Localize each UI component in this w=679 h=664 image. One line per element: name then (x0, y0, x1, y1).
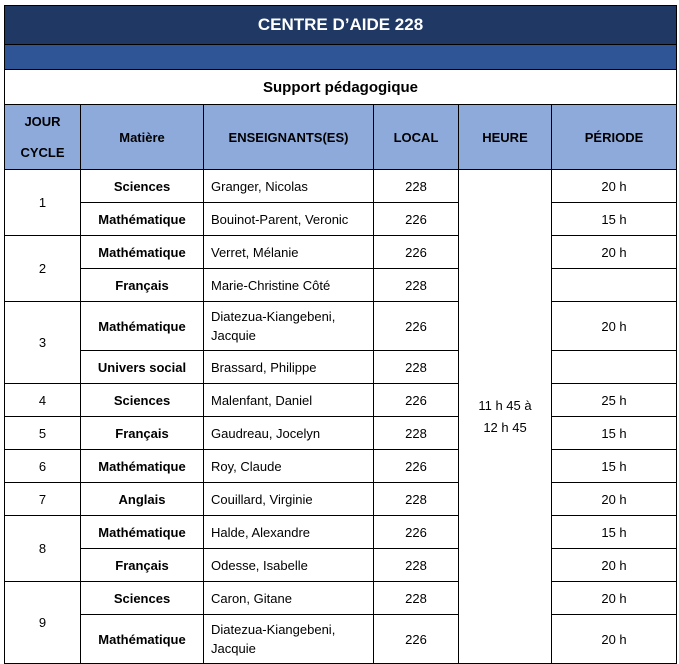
table-row (5, 236, 677, 269)
header-matiere: Matière (81, 105, 204, 170)
periode-cell: 15 h (552, 516, 677, 549)
enseignant-cell: Diatezua-Kiangebeni, Jacquie (204, 302, 374, 351)
table-row (5, 549, 677, 582)
periode-cell: 25 h (552, 384, 677, 417)
matiere-cell: Sciences (81, 582, 204, 615)
matiere-cell: Français (81, 269, 204, 302)
table-row (5, 483, 677, 516)
table-row (5, 203, 677, 236)
header-cycle: CYCLE (20, 145, 65, 160)
table-row (5, 417, 677, 450)
enseignant-cell: Malenfant, Daniel (204, 384, 374, 417)
heure-value: 11 h 45 à 12 h 45 (478, 397, 532, 435)
local-cell: 228 (374, 417, 459, 450)
enseignant-cell: Caron, Gitane (204, 582, 374, 615)
header-heure: HEURE (459, 105, 552, 170)
matiere-cell: Mathématique (81, 236, 204, 269)
table-row (5, 384, 677, 417)
local-cell: 228 (374, 549, 459, 582)
matiere-cell: Anglais (81, 483, 204, 516)
matiere-cell: Mathématique (81, 302, 204, 351)
enseignant-cell: Halde, Alexandre (204, 516, 374, 549)
matiere-cell: Mathématique (81, 450, 204, 483)
local-cell: 228 (374, 269, 459, 302)
jour-cell: 5 (5, 417, 81, 450)
table-row (5, 170, 677, 203)
matiere-cell: Français (81, 417, 204, 450)
header-local: LOCAL (374, 105, 459, 170)
jour-cell: 6 (5, 450, 81, 483)
header-jour-cycle (5, 105, 81, 170)
local-cell: 228 (374, 170, 459, 203)
schedule-table (4, 5, 677, 664)
periode-cell: 15 h (552, 203, 677, 236)
enseignant-cell: Brassard, Philippe (204, 351, 374, 384)
matiere-cell: Français (81, 549, 204, 582)
header-jour: JOUR (24, 114, 61, 129)
table-row (5, 516, 677, 549)
enseignant-cell: Diatezua-Kiangebeni, Jacquie (204, 615, 374, 664)
periode-cell: 20 h (552, 302, 677, 351)
enseignant-cell: Granger, Nicolas (204, 170, 374, 203)
periode-cell: 20 h (552, 582, 677, 615)
heure-cell (459, 170, 552, 664)
jour-cell: 2 (5, 236, 81, 302)
periode-cell: 15 h (552, 417, 677, 450)
jour-cell: 9 (5, 582, 81, 664)
periode-cell: 20 h (552, 170, 677, 203)
periode-cell: 20 h (552, 549, 677, 582)
title-band (5, 45, 677, 70)
local-cell: 226 (374, 450, 459, 483)
jour-cell: 7 (5, 483, 81, 516)
enseignant-cell: Odesse, Isabelle (204, 549, 374, 582)
local-cell: 228 (374, 483, 459, 516)
jour-cell: 8 (5, 516, 81, 582)
periode-cell (552, 351, 677, 384)
matiere-cell: Sciences (81, 384, 204, 417)
periode-cell: 20 h (552, 483, 677, 516)
local-cell: 226 (374, 236, 459, 269)
table-row (5, 302, 677, 351)
schedule-sheet (4, 5, 676, 664)
page-subtitle: Support pédagogique (5, 70, 677, 105)
jour-cell: 3 (5, 302, 81, 384)
header-enseignants: ENSEIGNANTS(ES) (204, 105, 374, 170)
table-row (5, 269, 677, 302)
header-periode: PÉRIODE (552, 105, 677, 170)
jour-cell: 1 (5, 170, 81, 236)
matiere-cell: Mathématique (81, 203, 204, 236)
page-title: CENTRE D’AIDE 228 (5, 6, 677, 45)
jour-cell: 4 (5, 384, 81, 417)
enseignant-cell: Bouinot-Parent, Veronic (204, 203, 374, 236)
enseignant-cell: Marie-Christine Côté (204, 269, 374, 302)
local-cell: 228 (374, 351, 459, 384)
table-row (5, 351, 677, 384)
matiere-cell: Mathématique (81, 615, 204, 664)
table-row (5, 450, 677, 483)
enseignant-cell: Couillard, Virginie (204, 483, 374, 516)
matiere-cell: Sciences (81, 170, 204, 203)
periode-cell: 15 h (552, 450, 677, 483)
matiere-cell: Mathématique (81, 516, 204, 549)
local-cell: 228 (374, 582, 459, 615)
periode-cell: 20 h (552, 615, 677, 664)
table-row (5, 615, 677, 664)
local-cell: 226 (374, 302, 459, 351)
periode-cell (552, 269, 677, 302)
periode-cell: 20 h (552, 236, 677, 269)
local-cell: 226 (374, 615, 459, 664)
enseignant-cell: Verret, Mélanie (204, 236, 374, 269)
table-row (5, 582, 677, 615)
enseignant-cell: Roy, Claude (204, 450, 374, 483)
local-cell: 226 (374, 384, 459, 417)
matiere-cell: Univers social (81, 351, 204, 384)
local-cell: 226 (374, 203, 459, 236)
local-cell: 226 (374, 516, 459, 549)
enseignant-cell: Gaudreau, Jocelyn (204, 417, 374, 450)
